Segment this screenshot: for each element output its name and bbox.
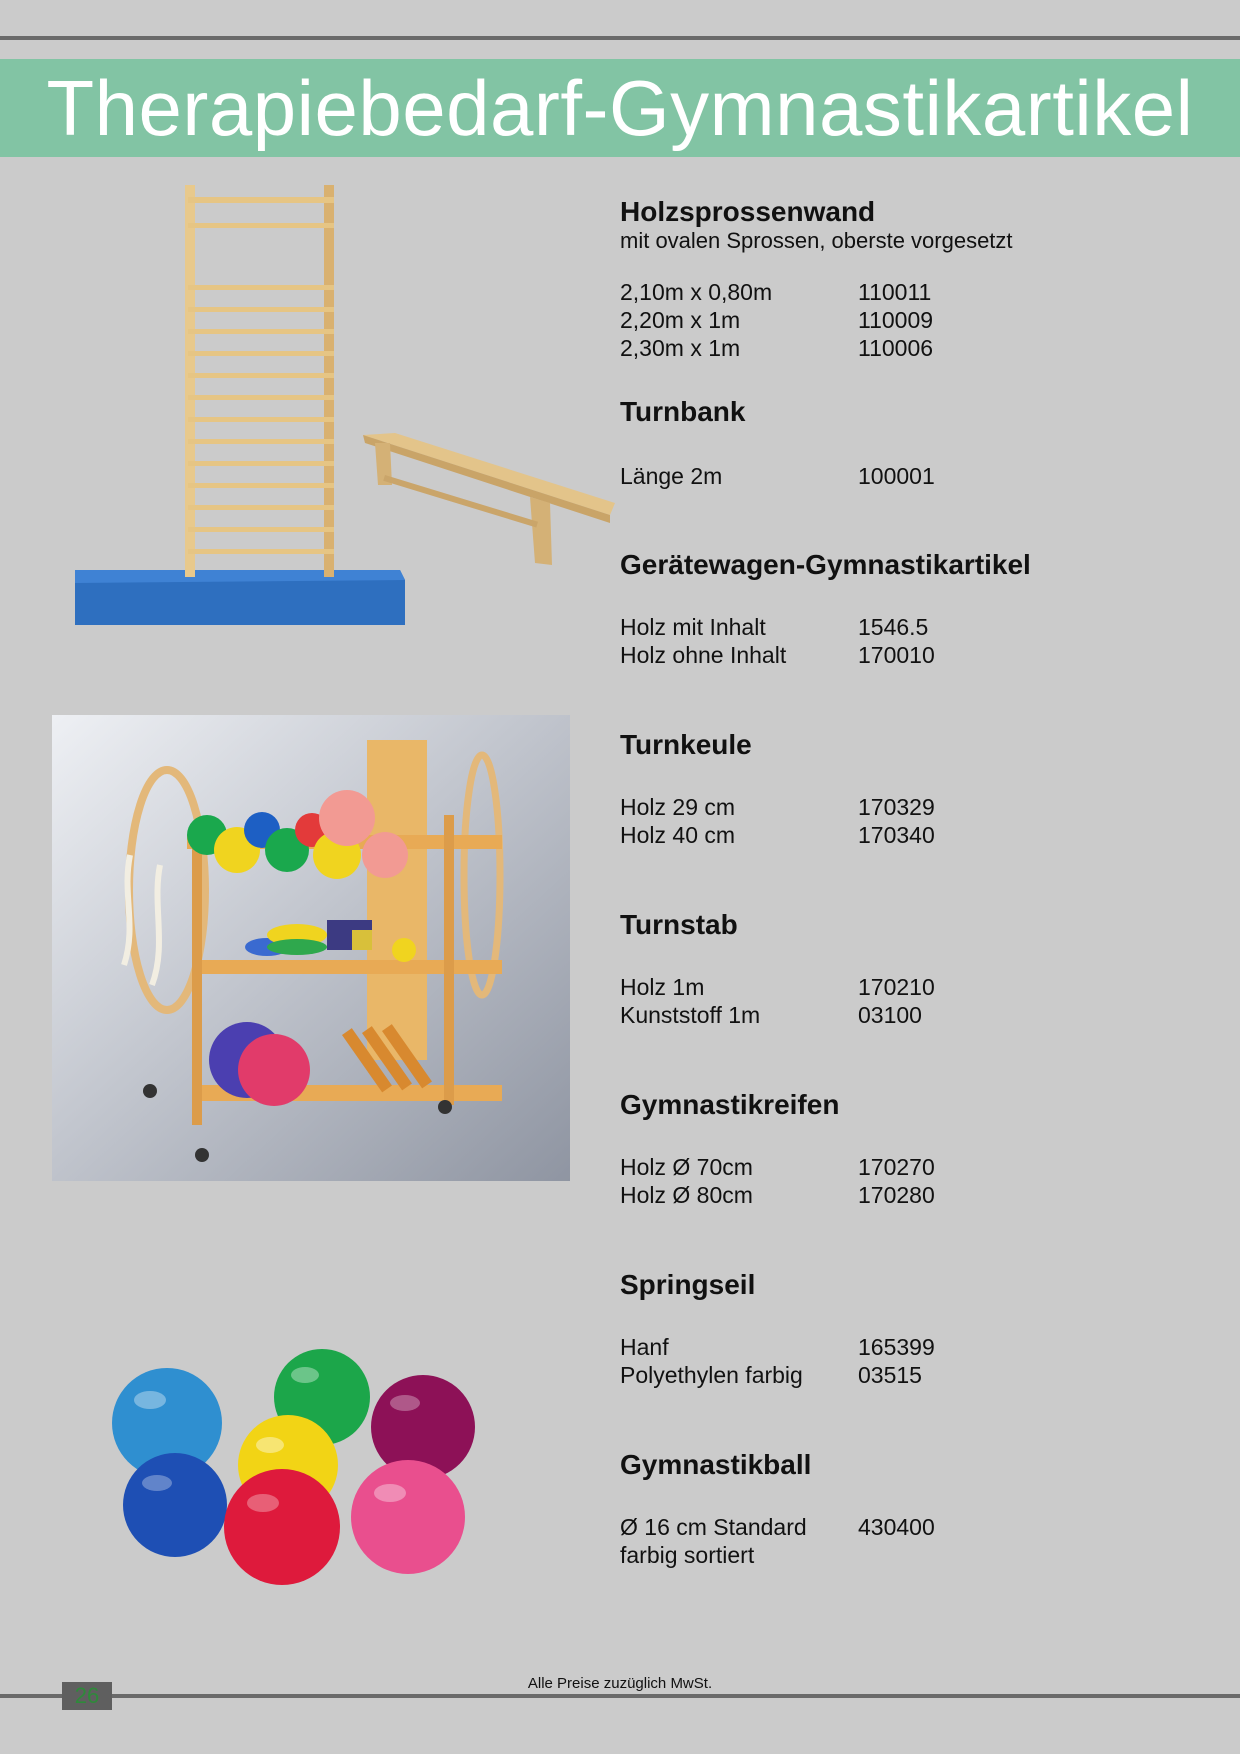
row-code: 170280 bbox=[858, 1182, 935, 1208]
product-turnkeule bbox=[620, 729, 1210, 849]
product-row bbox=[620, 278, 1210, 306]
row-label: Holz Ø 70cm bbox=[620, 1154, 753, 1180]
product-springseil bbox=[620, 1269, 1210, 1389]
product-row bbox=[620, 1181, 1210, 1209]
product-turnstab bbox=[620, 909, 1210, 1029]
product-title: Turnkeule bbox=[620, 729, 752, 760]
row-code: 165399 bbox=[858, 1334, 935, 1360]
product-title: Springseil bbox=[620, 1269, 756, 1300]
row-code: 430400 bbox=[858, 1514, 935, 1540]
row-code: 170340 bbox=[858, 822, 935, 848]
row-label: Ø 16 cm Standard bbox=[620, 1514, 807, 1540]
product-gymnastikreifen bbox=[620, 1089, 1210, 1209]
row-code: 03515 bbox=[858, 1362, 922, 1388]
product-holzsprossenwand bbox=[620, 196, 1210, 362]
product-title: Gymnastikball bbox=[620, 1449, 812, 1480]
row-code: 03100 bbox=[858, 1002, 922, 1028]
row-code: 1546.5 bbox=[858, 614, 929, 640]
row-code: 170010 bbox=[858, 642, 935, 668]
product-row bbox=[620, 613, 1210, 641]
row-label: Holz 40 cm bbox=[620, 822, 736, 848]
row-code: 110006 bbox=[858, 335, 934, 361]
product-title: Turnstab bbox=[620, 909, 738, 940]
product-row bbox=[620, 462, 1210, 490]
product-turnbank bbox=[620, 396, 1210, 490]
row-label: 2,20m x 1m bbox=[620, 307, 741, 333]
row-label: 2,10m x 0,80m bbox=[620, 279, 773, 305]
product-row bbox=[620, 1513, 1210, 1541]
row-label: Länge 2m bbox=[620, 463, 723, 489]
row-label: Holz 29 cm bbox=[620, 794, 736, 820]
product-geraetewagen bbox=[620, 549, 1210, 669]
row-code: 170329 bbox=[858, 794, 935, 820]
page-title: Therapiebedarf-Gymnastikartikel bbox=[0, 59, 1240, 157]
row-label: farbig sortiert bbox=[620, 1542, 755, 1568]
wall-bars-bench-image bbox=[70, 185, 620, 630]
product-gymnastikball bbox=[620, 1449, 1210, 1569]
product-row bbox=[620, 793, 1210, 821]
row-code: 110009 bbox=[858, 307, 934, 333]
product-row bbox=[620, 1333, 1210, 1361]
product-title: Gerätewagen-Gymnastikartikel bbox=[620, 549, 1031, 580]
row-code: 110011 bbox=[858, 279, 932, 305]
product-title: Gymnastikreifen bbox=[620, 1089, 840, 1120]
product-row bbox=[620, 306, 1210, 334]
row-label: Kunststoff 1m bbox=[620, 1002, 761, 1028]
equipment-trolley-image bbox=[52, 715, 570, 1181]
product-row bbox=[620, 641, 1210, 669]
row-label: Holz 1m bbox=[620, 974, 705, 1000]
row-label: Holz mit Inhalt bbox=[620, 614, 766, 640]
row-label: 2,30m x 1m bbox=[620, 335, 741, 361]
row-code: 170270 bbox=[858, 1154, 935, 1180]
product-row bbox=[620, 334, 1210, 362]
gymnastics-balls-image bbox=[105, 1345, 485, 1595]
row-label: Hanf bbox=[620, 1334, 669, 1360]
bottom-rule bbox=[0, 1694, 1240, 1698]
product-title: Holzsprossenwand bbox=[620, 196, 876, 227]
row-code: 100001 bbox=[858, 463, 935, 489]
product-subtitle: mit ovalen Sprossen, oberste vorgesetzt bbox=[620, 228, 1013, 253]
row-code: 170210 bbox=[858, 974, 935, 1000]
product-row bbox=[620, 1153, 1210, 1181]
footer-note: Alle Preise zuzüglich MwSt. bbox=[527, 1675, 713, 1692]
product-row bbox=[620, 1541, 1210, 1569]
row-label: Holz Ø 80cm bbox=[620, 1182, 753, 1208]
product-row bbox=[620, 1001, 1210, 1029]
product-row bbox=[620, 1361, 1210, 1389]
page-number: 26 bbox=[62, 1682, 112, 1710]
row-label: Polyethylen farbig bbox=[620, 1362, 803, 1388]
row-label: Holz ohne Inhalt bbox=[620, 642, 787, 668]
top-rule bbox=[0, 36, 1240, 40]
product-row bbox=[620, 821, 1210, 849]
product-row bbox=[620, 973, 1210, 1001]
product-title: Turnbank bbox=[620, 396, 746, 427]
